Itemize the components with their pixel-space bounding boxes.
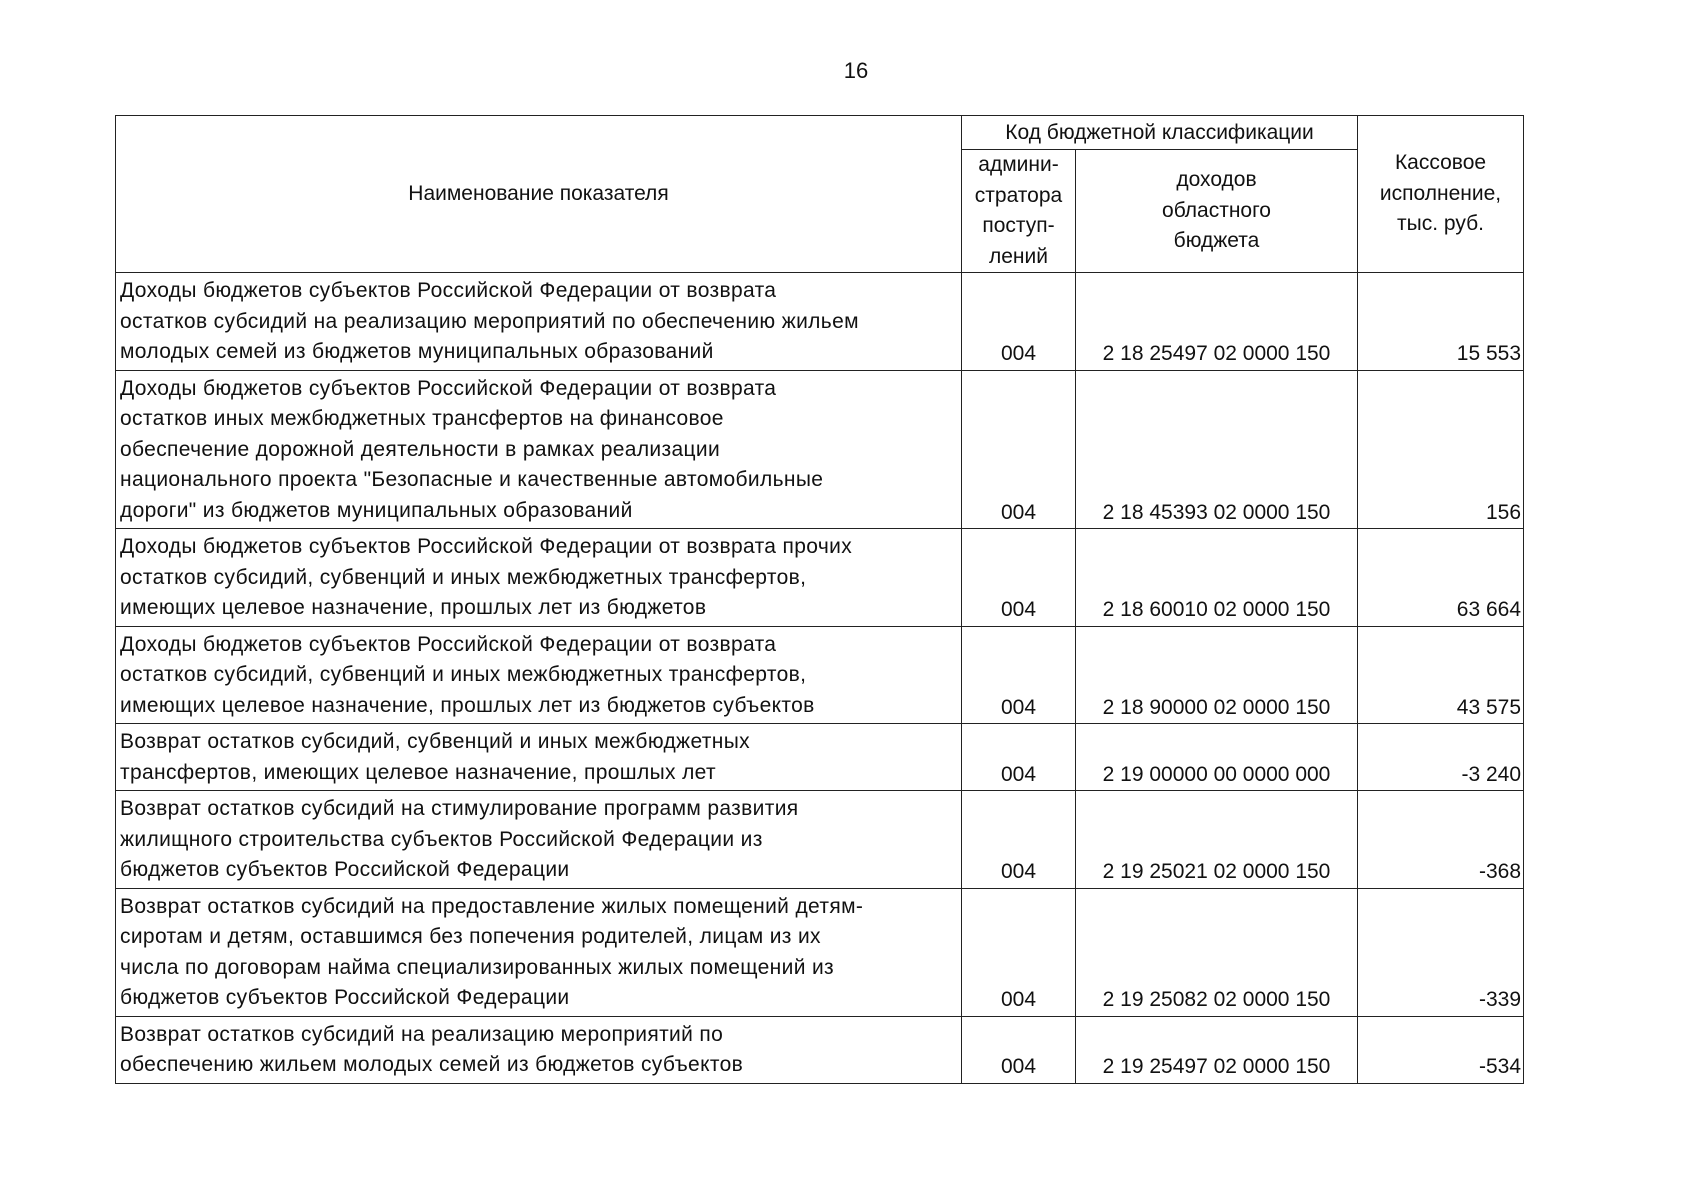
table-row [116, 529, 1524, 627]
administrator-code-cell: 004 [962, 529, 1076, 627]
table-row [116, 888, 1524, 1016]
administrator-code-cell: 004 [962, 273, 1076, 371]
header-income-line: доходов [1176, 168, 1257, 192]
indicator-name-line: остатков субсидий, субвенций и иных межбюджетных трансфертов, [120, 565, 807, 589]
cash-execution-cell: 156 [1358, 370, 1524, 529]
administrator-code-cell: 004 [962, 370, 1076, 529]
cash-execution-cell: 15 553 [1358, 273, 1524, 371]
header-administrator [962, 150, 1076, 273]
indicator-name-line: Доходы бюджетов субъектов Российской Федерации от возврата прочих [120, 535, 853, 558]
indicator-name-line: числа по договорам найма специализированных жилых помещений из [120, 955, 835, 979]
table-row [116, 791, 1524, 889]
indicator-name-cell [116, 370, 962, 529]
header-kbk-group: Код бюджетной классификации [962, 116, 1358, 150]
indicator-name-line: остатков субсидий, субвенций и иных межбюджетных трансфертов, [120, 663, 807, 686]
indicator-name-line: имеющих целевое назначение, прошлых лет из бюджетов [120, 596, 707, 619]
header-amount-line: тыс. руб. [1397, 212, 1484, 236]
indicator-name-cell [116, 888, 962, 1016]
indicator-name-line: обеспечению жильем молодых семей из бюджетов субъектов [120, 1053, 744, 1076]
classification-code-cell: 2 18 90000 02 0000 150 [1076, 626, 1358, 724]
header-cash-execution [1358, 116, 1524, 273]
table-row [116, 626, 1524, 724]
cash-execution-cell: -534 [1358, 1016, 1524, 1083]
indicator-name-cell [116, 273, 962, 371]
administrator-code-cell: 004 [962, 791, 1076, 889]
indicator-name-line: имеющих целевое назначение, прошлых лет из бюджетов субъектов [120, 693, 815, 717]
indicator-name-line: остатков иных межбюджетных трансфертов на финансовое [120, 407, 724, 430]
indicator-name-cell [116, 724, 962, 791]
classification-code-cell: 2 19 25082 02 0000 150 [1076, 888, 1358, 1016]
indicator-name-line: дороги" из бюджетов муниципальных образований [120, 498, 633, 522]
indicator-name-line: национального проекта "Безопасные и качественные автомобильные [120, 468, 824, 491]
cash-execution-cell: -3 240 [1358, 724, 1524, 791]
classification-code-cell: 2 18 60010 02 0000 150 [1076, 529, 1358, 627]
indicator-name-line: молодых семей из бюджетов муниципальных образований [120, 340, 714, 363]
indicator-name-line: Доходы бюджетов субъектов Российской Федерации от возврата [120, 632, 777, 656]
cash-execution-cell: -339 [1358, 888, 1524, 1016]
table-row [116, 1016, 1524, 1083]
cash-execution-cell: 63 664 [1358, 529, 1524, 627]
table-row [116, 273, 1524, 371]
administrator-code-cell: 004 [962, 626, 1076, 724]
indicator-name-line: Доходы бюджетов субъектов Российской Федерации от возврата [120, 376, 777, 400]
cash-execution-cell: 43 575 [1358, 626, 1524, 724]
classification-code-cell: 2 19 00000 00 0000 000 [1076, 724, 1358, 791]
budget-table [115, 115, 1524, 1084]
classification-code-cell: 2 18 45393 02 0000 150 [1076, 370, 1358, 529]
classification-code-cell: 2 18 25497 02 0000 150 [1076, 273, 1358, 371]
header-amount-line: исполнение, [1379, 181, 1502, 205]
header-income-line: областного [1162, 198, 1271, 222]
classification-code-cell: 2 19 25021 02 0000 150 [1076, 791, 1358, 889]
indicator-name-line: Возврат остатков субсидий на реализацию мероприятий по [120, 1022, 724, 1046]
indicator-name-cell [116, 529, 962, 627]
header-admin-line: админи- [978, 153, 1059, 176]
indicator-name-line: бюджетов субъектов Российской Федерации [120, 986, 570, 1009]
administrator-code-cell: 004 [962, 1016, 1076, 1083]
header-regional-income [1076, 150, 1358, 273]
header-income-line: бюджета [1173, 229, 1260, 253]
indicator-name-line: бюджетов субъектов Российской Федерации [120, 858, 570, 881]
indicator-name-line: сиротам и детям, оставшимся без попечения родителей, лицам из их [120, 925, 821, 948]
indicator-name-cell [116, 791, 962, 889]
indicator-name-line: Возврат остатков субсидий, субвенций и иных межбюджетных [120, 730, 750, 753]
indicator-name-line: Возврат остатков субсидий на предоставление жилых помещений детям- [120, 894, 864, 918]
indicator-name-line: остатков субсидий на реализацию мероприятий по обеспечению жильем [120, 309, 859, 333]
header-admin-line: поступ- [982, 214, 1055, 237]
administrator-code-cell: 004 [962, 888, 1076, 1016]
indicator-name-line: трансфертов, имеющих целевое назначение, прошлых лет [120, 760, 716, 784]
header-amount-line: Кассовое [1394, 151, 1487, 175]
classification-code-cell: 2 19 25497 02 0000 150 [1076, 1016, 1358, 1083]
cash-execution-cell: -368 [1358, 791, 1524, 889]
table-row [116, 370, 1524, 529]
header-admin-line: лений [989, 244, 1048, 268]
indicator-name-cell [116, 1016, 962, 1083]
indicator-name-line: обеспечение дорожной деятельности в рамках реализации [120, 437, 721, 461]
indicator-name-line: Возврат остатков субсидий на стимулирование программ развития [120, 797, 799, 820]
header-admin-line: стратора [974, 183, 1063, 207]
administrator-code-cell: 004 [962, 724, 1076, 791]
indicator-name-line: жилищного строительства субъектов Российской Федерации из [120, 827, 763, 851]
header-indicator-name: Наименование показателя [116, 116, 962, 273]
table-row [116, 724, 1524, 791]
indicator-name-cell [116, 626, 962, 724]
page-number: 16 [843, 58, 869, 83]
indicator-name-line: Доходы бюджетов субъектов Российской Федерации от возврата [120, 279, 777, 302]
